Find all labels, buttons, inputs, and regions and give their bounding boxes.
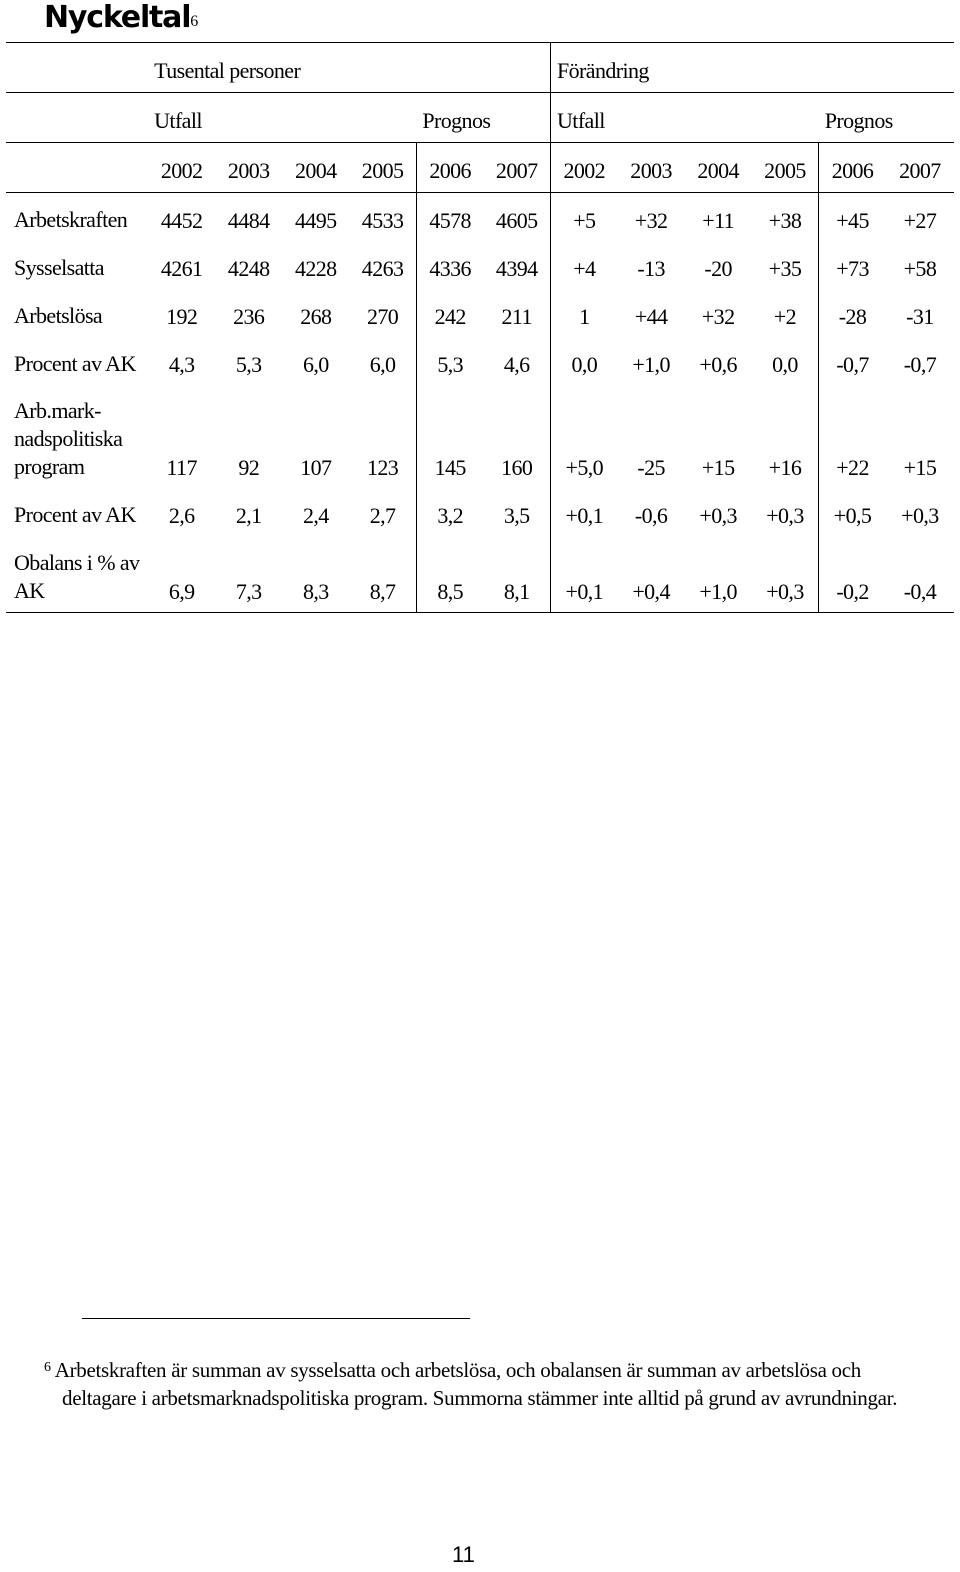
table-cell: 4605	[483, 193, 550, 242]
table-cell: +0,1	[551, 536, 618, 613]
table-cell: +15	[701, 455, 735, 480]
header-prognos-right: Prognos	[819, 93, 954, 143]
table-cell: +0,1	[565, 503, 604, 528]
header-row-type	[6, 93, 954, 143]
header-prognos-left: Prognos	[416, 93, 550, 143]
footnote-text: Arbetskraften är summan av sysselsatta och arbetslösa, och obalansen är summan av arbetslösa och deltagare i arbetsmarknadspolitiska program. Summorna stämmer inte alltid på grund av avrundningar.	[54, 1358, 898, 1410]
table-cell: +1,0	[685, 536, 752, 613]
header-utfall-left: Utfall	[148, 93, 416, 143]
table-cell: +5,0	[565, 455, 604, 480]
table-cell: +44	[634, 304, 668, 329]
table-cell: 6,9	[148, 536, 215, 613]
table-row	[6, 536, 954, 613]
table-cell: 8,1	[483, 536, 550, 613]
table-cell: +32	[701, 304, 735, 329]
table-cell: +2	[752, 289, 819, 337]
table-cell: 4336	[429, 256, 471, 281]
table-cell: 107	[300, 455, 332, 480]
table-cell: +38	[752, 193, 819, 242]
table-cell: +0,4	[618, 536, 685, 613]
table-cell: 242	[434, 304, 466, 329]
row-label: Arb.mark-nadspolitiska program	[14, 398, 123, 479]
year-header: 2006	[416, 143, 483, 193]
header-row-years	[6, 143, 954, 193]
table-row	[6, 337, 954, 385]
table-cell: +0,3	[699, 503, 737, 528]
table-row	[6, 241, 954, 289]
table-cell: 123	[349, 385, 416, 488]
table-cell: -0,2	[819, 536, 886, 613]
table-cell: 6,0	[349, 337, 416, 385]
table-cell: 2,6	[168, 503, 195, 528]
table-cell: -20	[704, 256, 732, 281]
table-cell: 4495	[294, 208, 337, 233]
table-cell: -25	[637, 455, 665, 480]
table-cell: 8,7	[349, 536, 416, 613]
table-cell: +32	[634, 208, 668, 233]
table-cell: 4484	[227, 208, 270, 233]
table-cell: 3,2	[437, 503, 464, 528]
year-header: 2007	[886, 143, 954, 193]
table-cell: +16	[752, 385, 819, 488]
table-cell: 5,3	[437, 352, 464, 377]
row-label: Obalans i % av AK	[6, 536, 148, 613]
year-header: 2003	[215, 143, 282, 193]
year-header: 2002	[551, 143, 618, 193]
table-cell: 236	[233, 304, 265, 329]
table-cell: -0,7	[836, 352, 869, 377]
table-cell: +22	[836, 455, 869, 480]
header-row-groups	[6, 43, 954, 93]
title-footnote-mark: 6	[190, 13, 199, 30]
year-header: 2002	[148, 143, 215, 193]
table-cell: 4248	[227, 256, 270, 281]
table-cell: -0,4	[886, 536, 954, 613]
year-header: 2005	[752, 143, 819, 193]
header-group-thousands: Tusental personer	[148, 43, 550, 93]
row-label: Arbetslösa	[14, 303, 103, 328]
table-cell: 4263	[349, 241, 416, 289]
table-cell: -28	[838, 304, 867, 329]
table-cell: 192	[166, 304, 198, 329]
table-cell: 0,0	[752, 337, 819, 385]
year-header: 2003	[618, 143, 685, 193]
table-cell: 92	[238, 455, 260, 480]
header-utfall-right: Utfall	[551, 93, 819, 143]
table-cell: 4,6	[483, 337, 550, 385]
row-label: Procent av AK	[14, 502, 136, 527]
table-cell: 4578	[429, 208, 471, 233]
table-row	[6, 488, 954, 536]
table-cell: +4	[573, 256, 596, 281]
table-cell: -13	[637, 256, 665, 281]
table-cell: +0,3	[901, 503, 939, 528]
table-cell: -0,6	[634, 503, 668, 528]
table-cell: 6,0	[302, 352, 329, 377]
table-cell: 270	[349, 289, 416, 337]
table-cell: 1	[579, 304, 590, 329]
row-label: Procent av AK	[14, 351, 136, 376]
table-cell: +11	[702, 208, 735, 233]
table-cell: 5,3	[235, 352, 262, 377]
table-cell: +1,0	[632, 352, 670, 377]
table-cell: 2,1	[235, 503, 262, 528]
row-label: Sysselsatta	[14, 255, 104, 280]
table-cell: +35	[752, 241, 819, 289]
year-header: 2006	[819, 143, 886, 193]
table-cell: +0,5	[833, 503, 872, 528]
table-cell: 4394	[483, 241, 550, 289]
table-cell: 0,0	[571, 352, 598, 377]
table-cell: 2,7	[349, 488, 416, 536]
table-cell: +15	[903, 455, 937, 480]
table-cell: +0,6	[699, 352, 737, 377]
year-header: 2007	[483, 143, 550, 193]
footnote-mark: 6	[44, 1360, 51, 1375]
page-number: 11	[452, 1542, 475, 1567]
table-row	[6, 385, 954, 488]
table-cell: +45	[836, 208, 869, 233]
table-cell: 8,5	[416, 536, 483, 613]
footnote	[44, 1356, 902, 1412]
table-cell: 2,4	[302, 503, 329, 528]
year-header: 2004	[282, 143, 349, 193]
table-cell: -0,7	[903, 352, 937, 377]
table-cell: +5	[573, 208, 596, 233]
table-cell: 3,5	[483, 488, 550, 536]
table-cell: 145	[434, 455, 466, 480]
table-cell: -31	[906, 304, 934, 329]
table-cell: 117	[166, 455, 197, 480]
table-cell: +58	[903, 256, 937, 281]
table-cell: +73	[836, 256, 869, 281]
page-title: Nyckeltal$^6$	[44, 0, 199, 35]
table-cell: 160	[483, 385, 550, 488]
table-row	[6, 193, 954, 242]
table-row	[6, 289, 954, 337]
table-cell: 4,3	[168, 352, 195, 377]
table-cell: 211	[483, 289, 550, 337]
key-figures-table	[6, 42, 954, 613]
table-cell: +27	[903, 208, 937, 233]
table-cell: 4533	[349, 193, 416, 242]
header-group-change: Förändring	[551, 43, 954, 93]
table-cell: 8,3	[282, 536, 349, 613]
year-header: 2004	[685, 143, 752, 193]
table-cell: 4452	[160, 208, 203, 233]
table-cell: 268	[300, 304, 332, 329]
row-label: Arbetskraften	[14, 207, 128, 232]
table-cell: 4228	[294, 256, 337, 281]
year-header: 2005	[349, 143, 416, 193]
table-cell: +0,3	[752, 536, 819, 613]
table-cell: +0,3	[752, 488, 819, 536]
table-cell: 4261	[160, 256, 203, 281]
footnote-separator	[82, 1318, 470, 1319]
table-cell: 7,3	[215, 536, 282, 613]
